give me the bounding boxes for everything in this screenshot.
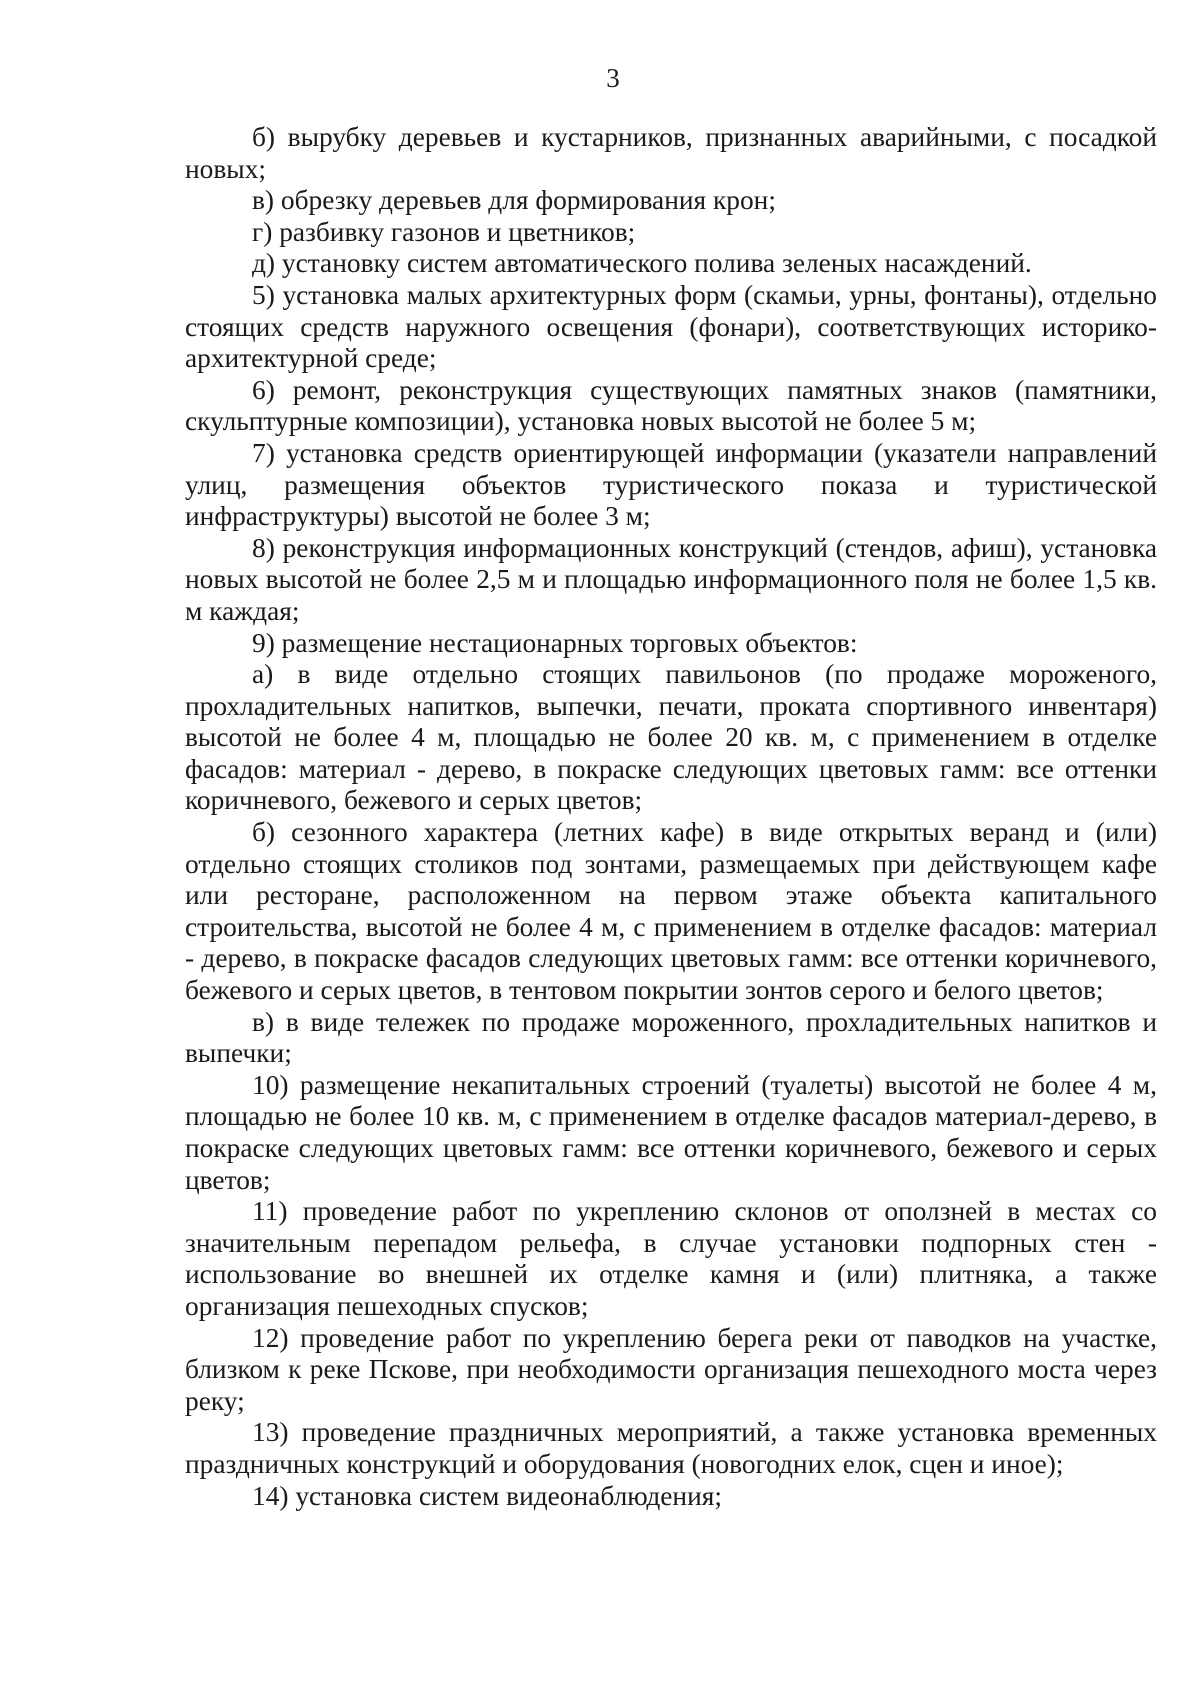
paragraph-9-trade-objects: 9) размещение нестационарных торговых объектов:: [252, 627, 858, 658]
paragraph-5-small-forms: 5) установка малых архитектурных форм (скамьи, урны, фонтаны), отдельно стоящих средств наружного освещения (фонари), соответствующих историко-архитектурной среде;: [185, 279, 1157, 374]
paragraph-b-tree-felling: б) вырубку деревьев и кустарников, признанных аварийными, с посадкой новых;: [185, 122, 1157, 184]
paragraph-v-tree-pruning: в) обрезку деревьев для формирования крон;: [252, 185, 776, 216]
paragraph-12-riverbank: 12) проведение работ по укреплению берега реки от паводков на участке, близком к реке Пскове, при необходимости организация пешеходного моста через реку;: [185, 1322, 1157, 1416]
paragraph-8-info-structures: 8) реконструкция информационных конструкций (стендов, афиш), установка новых высотой не более 2,5 м и площадью информационного поля не более 1,5 кв. м каждая;: [185, 532, 1157, 626]
paragraph-9v-carts: в) в виде тележек по продаже мороженного, прохладительных напитков и выпечки;: [185, 1006, 1157, 1069]
paragraph-14-video-surveillance: 14) установка систем видеонаблюдения;: [252, 1480, 722, 1511]
paragraph-13-festive-events: 13) проведение праздничных мероприятий, а также установка временных праздничных конструкций и оборудования (новогодних елок, сцен и иное);: [185, 1417, 1157, 1479]
paragraph-10-non-capital-buildings: 10) размещение некапитальных строений (туалеты) высотой не более 4 м, площадью не более 10 кв. м, с применением в отделке фасадов материал-дерево, в покраске следующих цветовых гамм: все оттенки коричневого, бежевого и серых цветов;: [185, 1069, 1157, 1195]
paragraph-g-lawns: г) разбивку газонов и цветников;: [252, 216, 636, 247]
paragraph-7-orientation-info: 7) установка средств ориентирующей информации (указатели направлений улиц, размещения объектов туристического показа и туристической инфраструктуры) высотой не более 3 м;: [185, 437, 1157, 532]
paragraph-11-slope-reinforcement: 11) проведение работ по укреплению склонов от оползней в местах со значительным перепадом рельефа, в случае установки подпорных стен - использование во внешней их отделке камня и (или) плитняка, а также организация пешеходных спусков;: [185, 1196, 1157, 1321]
paragraph-d-irrigation: д) установку систем автоматического полива зеленых насаждений.: [252, 248, 1032, 279]
page-number: 3: [606, 63, 620, 93]
document-body: [185, 122, 1157, 1512]
paragraph-9b-seasonal-cafes: б) сезонного характера (летних кафе) в виде открытых веранд и (или) отдельно стоящих столиков под зонтами, размещаемых при действующем кафе или ресторане, расположенном на первом этаже объекта капитального строительства, высотой не более 4 м, с применением в отделке фасадов: материал - дерево, в покраске фасадов следующих цветовых гамм: все оттенки коричневого, бежевого и серых цветов, в тентовом покрытии зонтов серого и белого цветов;: [185, 817, 1157, 1006]
paragraph-9a-pavilions: а) в виде отдельно стоящих павильонов (по продаже мороженого, прохладительных напитков, выпечки, печати, проката спортивного инвентаря) высотой не более 4 м, площадью не более 20 кв. м, с применением в отделке фасадов: материал - дерево, в покраске следующих цветовых гамм: все оттенки коричневого, бежевого и серых цветов;: [185, 659, 1157, 816]
paragraph-6-monuments: 6) ремонт, реконструкция существующих памятных знаков (памятники, скульптурные композиции), установка новых высотой не более 5 м;: [185, 374, 1157, 437]
